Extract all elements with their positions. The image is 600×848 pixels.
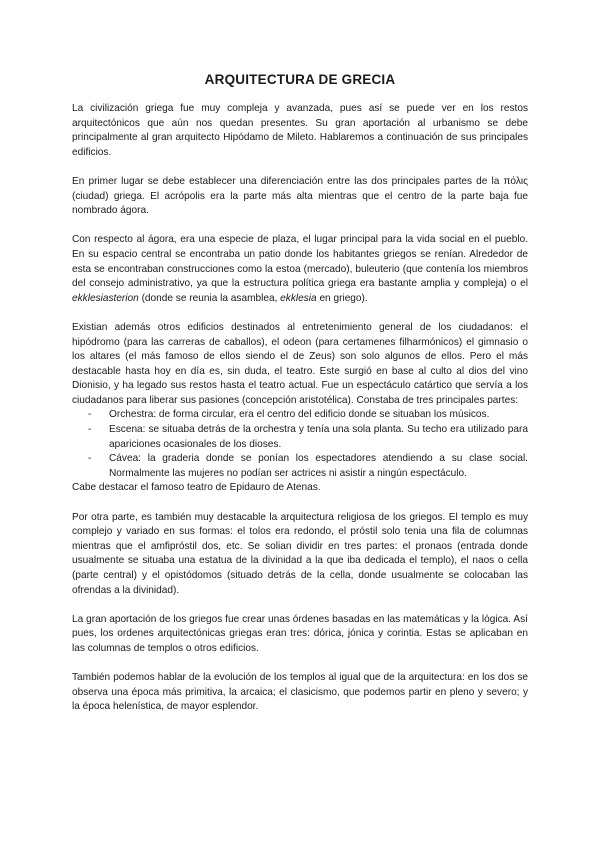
paragraph-orders: La gran aportación de los griegos fue crear unas órdenes basadas en las matemáticas y la lógica. Así pues, los ordenes arquitectónicas griegas eran tres: dórica, jónica y corintia. Estas se aplicaban en las columnas de templos o otros edificios. [72,613,528,654]
agora-text-c: en griego). [316,292,368,304]
list-item-text: Cávea: la graderia donde se ponían los espectadores atendiendo a su clase social. Normalmente las mujeres no podían ser actrices ni asistir a ningún espectáculo. [109,453,528,479]
paragraph-temples: Por otra parte, es también muy destacable la arquitectura religiosa de los griegos. El templo es muy complejo y variado en sus formas: el tolos era redondo, el próstil solo tenia una fila de columnas mientras que el amfipróstil dos, etc. Se solian dividir en tres partes: el pronaos (entrada donde usualmente se situaba una estatua de la divinidad a la que iba dedicada el templo), el naos o cella (parte central) y el opistódomos (situado detrás de la cella, donde usualmente se colocaban las ofrendas a la divinidad). [72,511,528,596]
list-dash: - [88,424,92,436]
agora-term-ekklesia: ekklesia [280,292,317,304]
document-body [72,102,528,730]
paragraph-theatre: Existian además otros edificios destinados al entretenimiento general de los ciudadanos: el hipódromo (para las carreras de caballos), el odeon (para certamenes filharmónicos) el gimnasio o los altares (el más famoso de ellos siendo el de Zeus) son solo algunos de ellos. Pero el más destacable hasta hoy en día es, sin duda, el teatro. Este surgió en base al culto al dios del vino Dionisio, y ha legado sus restos hasta el teatro actual. Fue un espectáculo catártico que servía a los ciudadanos para liberar sus pasiones (concepción aristotélica). Constaba de tres principales partes: [72,321,528,406]
list-item-text: Orchestra: de forma circular, era el centro del edificio donde se situaban los músicos. [109,409,490,421]
paragraph-intro: La civilización griega fue muy compleja y avanzada, pues así se puede ver en los restos arquitectónicos que aún nos quedan presentes. Su gran aportación al urbanismo se debe principalmente al gran arquitecto Hipódamo de Mileto. Hablaremos a continuación de sus principales edificios. [72,103,528,158]
list-dash: - [88,409,92,421]
paragraph-epidauro: Cabe destacar el famoso teatro de Epidauro de Atenas. [72,482,321,494]
agora-term-ekklesiasterion: ekklesiasterion [72,292,139,304]
agora-text-a: Con respecto al ágora, era una especie de plaza, el lugar principal para la vida social en el pueblo. En su espacio central se encontraba un patio donde los habitantes griegos se renían. Alrededor de esta se encontraban construcciones como la estoa (mercado), buleuterio (que contenía los miembros del consejo administrativo, ya que la estructura política griega era bastante amplia y compleja) o el [72,234,528,290]
list-item [72,452,528,481]
agora-text-b: (donde se reunia la asamblea, [138,292,281,304]
list-item [72,408,528,423]
list-item-text: Escena: se situaba detrás de la orchestra y tenía una sola planta. Su techo era utilizado para apariciones ocasionales de los dioses. [109,424,528,450]
paragraph-agora [72,233,528,306]
paragraph-polis: En primer lugar se debe establecer una diferenciación entre las dos principales partes de la πόλις (ciudad) griega. El acrópolis era la parte más alta mientras que el centro de la parte baja fue nombrado ágora. [72,175,528,217]
list-dash: - [88,453,92,465]
theatre-parts-list [72,408,528,481]
document-title: ARQUITECTURA DE GRECIA [204,72,396,87]
list-item [72,423,528,452]
paragraph-evolution: También podemos hablar de la evolución de los templos al igual que de la arquitectura: en los dos se observa una época más primitiva, la arcaica; el clasicismo, que podemos partir en pleno y severo; y la época helenística, de mayor esplendor. [72,672,528,713]
